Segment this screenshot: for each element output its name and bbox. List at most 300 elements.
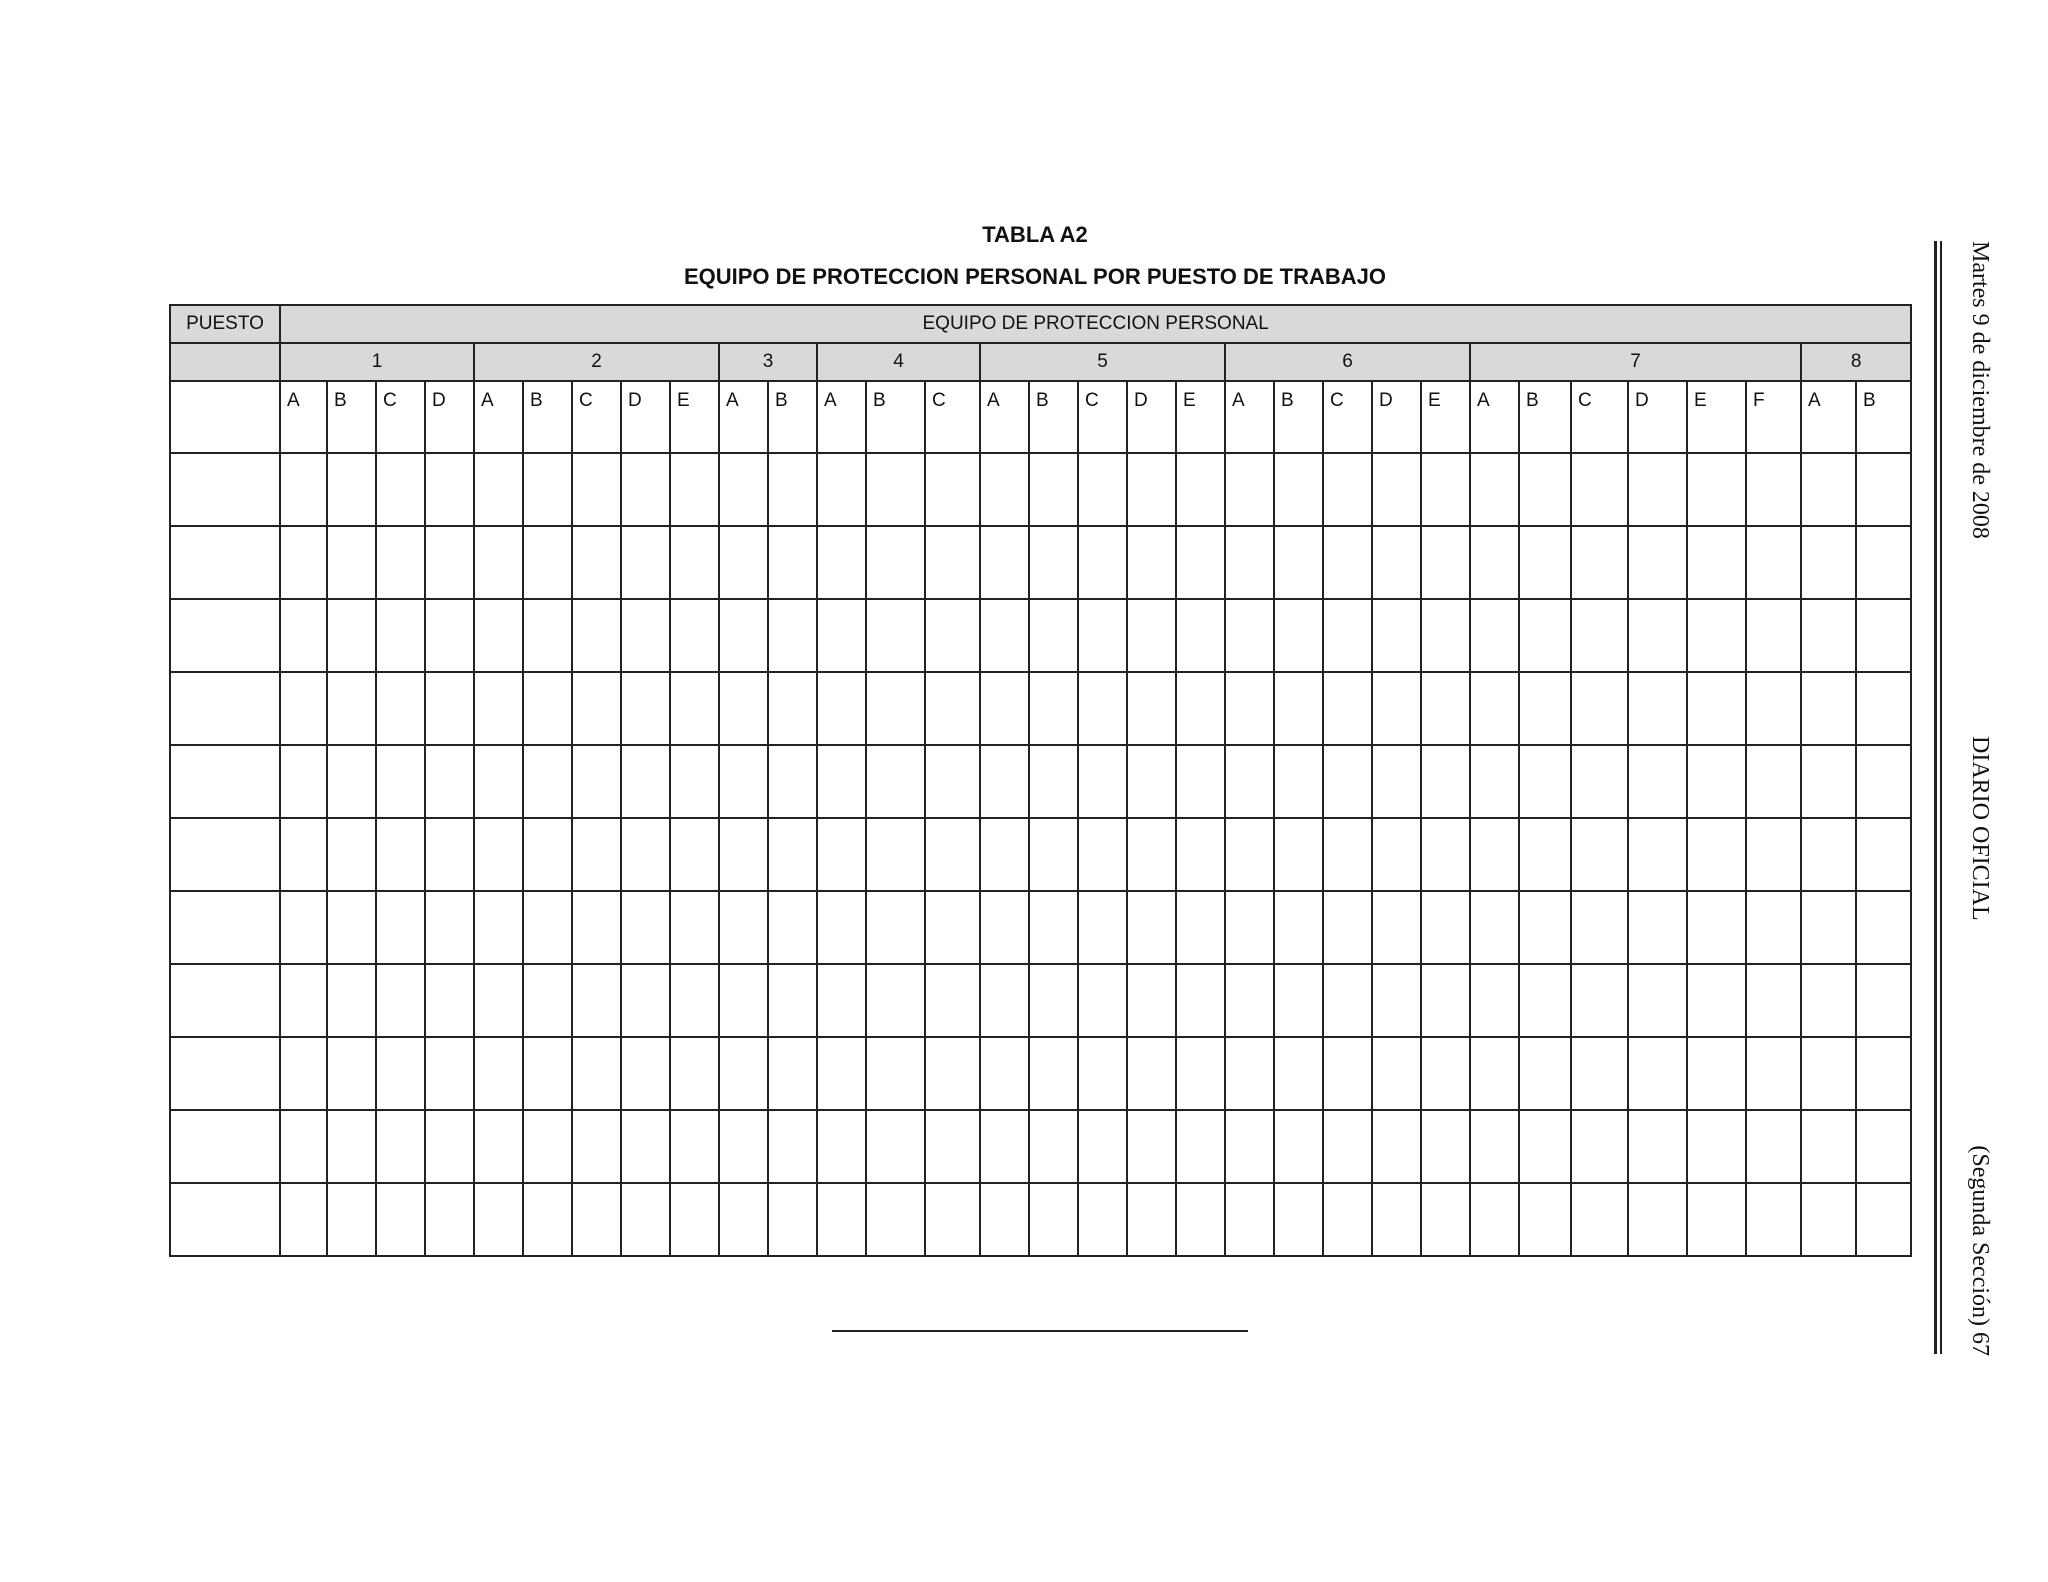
equipment-input-cell[interactable]: [523, 745, 572, 818]
equipment-input-cell[interactable]: [1801, 1183, 1856, 1256]
equipment-input-cell[interactable]: [980, 526, 1029, 599]
equipment-input-cell[interactable]: [1746, 1183, 1801, 1256]
equipment-input-cell[interactable]: [621, 818, 670, 891]
equipment-input-cell[interactable]: [1176, 818, 1225, 891]
equipment-input-cell[interactable]: [474, 526, 523, 599]
equipment-input-cell[interactable]: [866, 891, 925, 964]
equipment-input-cell[interactable]: [1470, 1037, 1519, 1110]
equipment-input-cell[interactable]: [980, 1183, 1029, 1256]
equipment-input-cell[interactable]: [1687, 453, 1746, 526]
equipment-input-cell[interactable]: [1801, 891, 1856, 964]
equipment-input-cell[interactable]: [1176, 964, 1225, 1037]
equipment-input-cell[interactable]: [425, 745, 474, 818]
equipment-input-cell[interactable]: [621, 526, 670, 599]
equipment-input-cell[interactable]: [925, 964, 980, 1037]
equipment-input-cell[interactable]: [670, 453, 719, 526]
equipment-input-cell[interactable]: [1372, 1037, 1421, 1110]
equipment-input-cell[interactable]: [1687, 526, 1746, 599]
equipment-input-cell[interactable]: [425, 1110, 474, 1183]
equipment-input-cell[interactable]: [1372, 745, 1421, 818]
equipment-input-cell[interactable]: [817, 526, 866, 599]
equipment-input-cell[interactable]: [1801, 1037, 1856, 1110]
equipment-input-cell[interactable]: [1176, 672, 1225, 745]
equipment-input-cell[interactable]: [1746, 526, 1801, 599]
equipment-input-cell[interactable]: [817, 1183, 866, 1256]
equipment-input-cell[interactable]: [1801, 1110, 1856, 1183]
equipment-input-cell[interactable]: [1801, 818, 1856, 891]
equipment-input-cell[interactable]: [1519, 891, 1571, 964]
equipment-input-cell[interactable]: [425, 526, 474, 599]
equipment-input-cell[interactable]: [1078, 891, 1127, 964]
equipment-input-cell[interactable]: [1628, 1183, 1687, 1256]
equipment-input-cell[interactable]: [280, 891, 327, 964]
equipment-input-cell[interactable]: [1372, 672, 1421, 745]
equipment-input-cell[interactable]: [925, 672, 980, 745]
equipment-input-cell[interactable]: [1571, 526, 1628, 599]
equipment-input-cell[interactable]: [1856, 526, 1911, 599]
equipment-input-cell[interactable]: [523, 964, 572, 1037]
equipment-input-cell[interactable]: [1323, 1037, 1372, 1110]
equipment-input-cell[interactable]: [866, 1183, 925, 1256]
equipment-input-cell[interactable]: [1323, 818, 1372, 891]
equipment-input-cell[interactable]: [1746, 453, 1801, 526]
equipment-input-cell[interactable]: [523, 818, 572, 891]
equipment-input-cell[interactable]: [376, 818, 425, 891]
puesto-input-cell[interactable]: [170, 599, 280, 672]
equipment-input-cell[interactable]: [1372, 964, 1421, 1037]
equipment-input-cell[interactable]: [866, 526, 925, 599]
puesto-input-cell[interactable]: [170, 964, 280, 1037]
equipment-input-cell[interactable]: [670, 526, 719, 599]
equipment-input-cell[interactable]: [1372, 1110, 1421, 1183]
equipment-input-cell[interactable]: [1176, 891, 1225, 964]
equipment-input-cell[interactable]: [768, 818, 817, 891]
equipment-input-cell[interactable]: [1225, 1183, 1274, 1256]
equipment-input-cell[interactable]: [572, 1110, 621, 1183]
equipment-input-cell[interactable]: [1470, 745, 1519, 818]
equipment-input-cell[interactable]: [1470, 818, 1519, 891]
equipment-input-cell[interactable]: [376, 672, 425, 745]
equipment-input-cell[interactable]: [1029, 745, 1078, 818]
equipment-input-cell[interactable]: [1127, 891, 1176, 964]
equipment-input-cell[interactable]: [523, 526, 572, 599]
equipment-input-cell[interactable]: [1078, 1183, 1127, 1256]
equipment-input-cell[interactable]: [980, 453, 1029, 526]
equipment-input-cell[interactable]: [474, 745, 523, 818]
equipment-input-cell[interactable]: [523, 1183, 572, 1256]
equipment-input-cell[interactable]: [1029, 964, 1078, 1037]
equipment-input-cell[interactable]: [327, 1183, 376, 1256]
equipment-input-cell[interactable]: [768, 672, 817, 745]
equipment-input-cell[interactable]: [327, 891, 376, 964]
equipment-input-cell[interactable]: [1323, 964, 1372, 1037]
equipment-input-cell[interactable]: [925, 453, 980, 526]
equipment-input-cell[interactable]: [474, 964, 523, 1037]
equipment-input-cell[interactable]: [1323, 526, 1372, 599]
equipment-input-cell[interactable]: [980, 818, 1029, 891]
equipment-input-cell[interactable]: [1078, 526, 1127, 599]
equipment-input-cell[interactable]: [621, 599, 670, 672]
equipment-input-cell[interactable]: [866, 453, 925, 526]
equipment-input-cell[interactable]: [1687, 672, 1746, 745]
equipment-input-cell[interactable]: [1078, 672, 1127, 745]
equipment-input-cell[interactable]: [1127, 1110, 1176, 1183]
equipment-input-cell[interactable]: [1519, 964, 1571, 1037]
equipment-input-cell[interactable]: [1127, 599, 1176, 672]
equipment-input-cell[interactable]: [1687, 1110, 1746, 1183]
equipment-input-cell[interactable]: [523, 672, 572, 745]
equipment-input-cell[interactable]: [1274, 891, 1323, 964]
equipment-input-cell[interactable]: [670, 745, 719, 818]
equipment-input-cell[interactable]: [376, 745, 425, 818]
equipment-input-cell[interactable]: [1519, 672, 1571, 745]
equipment-input-cell[interactable]: [1801, 745, 1856, 818]
equipment-input-cell[interactable]: [1687, 891, 1746, 964]
puesto-input-cell[interactable]: [170, 745, 280, 818]
equipment-input-cell[interactable]: [1176, 1037, 1225, 1110]
equipment-input-cell[interactable]: [1571, 964, 1628, 1037]
equipment-input-cell[interactable]: [572, 526, 621, 599]
equipment-input-cell[interactable]: [817, 891, 866, 964]
equipment-input-cell[interactable]: [1274, 1037, 1323, 1110]
equipment-input-cell[interactable]: [1323, 453, 1372, 526]
equipment-input-cell[interactable]: [1571, 599, 1628, 672]
equipment-input-cell[interactable]: [1176, 1110, 1225, 1183]
equipment-input-cell[interactable]: [1274, 745, 1323, 818]
equipment-input-cell[interactable]: [1225, 526, 1274, 599]
puesto-input-cell[interactable]: [170, 1183, 280, 1256]
equipment-input-cell[interactable]: [523, 599, 572, 672]
equipment-input-cell[interactable]: [1029, 1037, 1078, 1110]
equipment-input-cell[interactable]: [1687, 1037, 1746, 1110]
equipment-input-cell[interactable]: [1372, 818, 1421, 891]
equipment-input-cell[interactable]: [1687, 964, 1746, 1037]
puesto-input-cell[interactable]: [170, 1037, 280, 1110]
equipment-input-cell[interactable]: [768, 526, 817, 599]
equipment-input-cell[interactable]: [1746, 672, 1801, 745]
equipment-input-cell[interactable]: [621, 745, 670, 818]
equipment-input-cell[interactable]: [768, 453, 817, 526]
equipment-input-cell[interactable]: [670, 1183, 719, 1256]
equipment-input-cell[interactable]: [980, 745, 1029, 818]
equipment-input-cell[interactable]: [523, 1110, 572, 1183]
equipment-input-cell[interactable]: [474, 599, 523, 672]
equipment-input-cell[interactable]: [1225, 745, 1274, 818]
equipment-input-cell[interactable]: [1519, 526, 1571, 599]
equipment-input-cell[interactable]: [1127, 672, 1176, 745]
equipment-input-cell[interactable]: [866, 1037, 925, 1110]
equipment-input-cell[interactable]: [817, 1110, 866, 1183]
equipment-input-cell[interactable]: [376, 964, 425, 1037]
equipment-input-cell[interactable]: [1746, 818, 1801, 891]
equipment-input-cell[interactable]: [1571, 1110, 1628, 1183]
equipment-input-cell[interactable]: [817, 453, 866, 526]
equipment-input-cell[interactable]: [280, 818, 327, 891]
equipment-input-cell[interactable]: [280, 1110, 327, 1183]
equipment-input-cell[interactable]: [572, 818, 621, 891]
equipment-input-cell[interactable]: [327, 745, 376, 818]
equipment-input-cell[interactable]: [376, 1183, 425, 1256]
equipment-input-cell[interactable]: [1274, 672, 1323, 745]
equipment-input-cell[interactable]: [523, 891, 572, 964]
equipment-input-cell[interactable]: [1029, 672, 1078, 745]
equipment-input-cell[interactable]: [1470, 1183, 1519, 1256]
equipment-input-cell[interactable]: [425, 599, 474, 672]
equipment-input-cell[interactable]: [1470, 599, 1519, 672]
equipment-input-cell[interactable]: [621, 964, 670, 1037]
equipment-input-cell[interactable]: [1519, 1110, 1571, 1183]
equipment-input-cell[interactable]: [1470, 453, 1519, 526]
equipment-input-cell[interactable]: [621, 891, 670, 964]
equipment-input-cell[interactable]: [1421, 672, 1470, 745]
equipment-input-cell[interactable]: [327, 599, 376, 672]
equipment-input-cell[interactable]: [572, 1037, 621, 1110]
equipment-input-cell[interactable]: [572, 891, 621, 964]
equipment-input-cell[interactable]: [1746, 891, 1801, 964]
equipment-input-cell[interactable]: [1274, 526, 1323, 599]
equipment-input-cell[interactable]: [572, 964, 621, 1037]
equipment-input-cell[interactable]: [523, 453, 572, 526]
equipment-input-cell[interactable]: [280, 1037, 327, 1110]
equipment-input-cell[interactable]: [817, 964, 866, 1037]
equipment-input-cell[interactable]: [572, 745, 621, 818]
equipment-input-cell[interactable]: [719, 1110, 768, 1183]
equipment-input-cell[interactable]: [1687, 818, 1746, 891]
equipment-input-cell[interactable]: [1274, 599, 1323, 672]
equipment-input-cell[interactable]: [1856, 672, 1911, 745]
equipment-input-cell[interactable]: [1628, 599, 1687, 672]
equipment-input-cell[interactable]: [425, 453, 474, 526]
equipment-input-cell[interactable]: [719, 818, 768, 891]
equipment-input-cell[interactable]: [1856, 964, 1911, 1037]
equipment-input-cell[interactable]: [1519, 599, 1571, 672]
equipment-input-cell[interactable]: [1421, 1183, 1470, 1256]
equipment-input-cell[interactable]: [1029, 453, 1078, 526]
equipment-input-cell[interactable]: [474, 1037, 523, 1110]
equipment-input-cell[interactable]: [1323, 599, 1372, 672]
equipment-input-cell[interactable]: [280, 964, 327, 1037]
equipment-input-cell[interactable]: [1225, 964, 1274, 1037]
equipment-input-cell[interactable]: [1078, 599, 1127, 672]
equipment-input-cell[interactable]: [817, 818, 866, 891]
equipment-input-cell[interactable]: [670, 1110, 719, 1183]
equipment-input-cell[interactable]: [1176, 526, 1225, 599]
equipment-input-cell[interactable]: [1029, 891, 1078, 964]
equipment-input-cell[interactable]: [1628, 1037, 1687, 1110]
equipment-input-cell[interactable]: [1421, 745, 1470, 818]
equipment-input-cell[interactable]: [474, 818, 523, 891]
equipment-input-cell[interactable]: [1571, 745, 1628, 818]
equipment-input-cell[interactable]: [1372, 599, 1421, 672]
equipment-input-cell[interactable]: [925, 818, 980, 891]
equipment-input-cell[interactable]: [1687, 745, 1746, 818]
equipment-input-cell[interactable]: [1078, 1110, 1127, 1183]
equipment-input-cell[interactable]: [1470, 672, 1519, 745]
equipment-input-cell[interactable]: [572, 453, 621, 526]
equipment-input-cell[interactable]: [925, 745, 980, 818]
equipment-input-cell[interactable]: [572, 599, 621, 672]
equipment-input-cell[interactable]: [980, 599, 1029, 672]
equipment-input-cell[interactable]: [719, 1183, 768, 1256]
equipment-input-cell[interactable]: [327, 1037, 376, 1110]
equipment-input-cell[interactable]: [1225, 453, 1274, 526]
equipment-input-cell[interactable]: [327, 818, 376, 891]
equipment-input-cell[interactable]: [1856, 453, 1911, 526]
equipment-input-cell[interactable]: [866, 599, 925, 672]
equipment-input-cell[interactable]: [327, 1110, 376, 1183]
equipment-input-cell[interactable]: [719, 891, 768, 964]
equipment-input-cell[interactable]: [425, 1037, 474, 1110]
equipment-input-cell[interactable]: [425, 964, 474, 1037]
equipment-input-cell[interactable]: [1421, 1110, 1470, 1183]
equipment-input-cell[interactable]: [376, 1037, 425, 1110]
equipment-input-cell[interactable]: [280, 672, 327, 745]
equipment-input-cell[interactable]: [376, 526, 425, 599]
equipment-input-cell[interactable]: [768, 745, 817, 818]
equipment-input-cell[interactable]: [1225, 599, 1274, 672]
equipment-input-cell[interactable]: [1029, 599, 1078, 672]
equipment-input-cell[interactable]: [1323, 891, 1372, 964]
equipment-input-cell[interactable]: [1372, 1183, 1421, 1256]
equipment-input-cell[interactable]: [719, 526, 768, 599]
equipment-input-cell[interactable]: [1746, 1037, 1801, 1110]
equipment-input-cell[interactable]: [925, 891, 980, 964]
equipment-input-cell[interactable]: [1127, 526, 1176, 599]
equipment-input-cell[interactable]: [280, 526, 327, 599]
equipment-input-cell[interactable]: [1687, 1183, 1746, 1256]
equipment-input-cell[interactable]: [670, 964, 719, 1037]
equipment-input-cell[interactable]: [925, 1037, 980, 1110]
equipment-input-cell[interactable]: [670, 891, 719, 964]
equipment-input-cell[interactable]: [1029, 526, 1078, 599]
equipment-input-cell[interactable]: [1225, 818, 1274, 891]
puesto-input-cell[interactable]: [170, 526, 280, 599]
equipment-input-cell[interactable]: [474, 672, 523, 745]
equipment-input-cell[interactable]: [719, 964, 768, 1037]
equipment-input-cell[interactable]: [1856, 1183, 1911, 1256]
equipment-input-cell[interactable]: [980, 1037, 1029, 1110]
equipment-input-cell[interactable]: [1519, 453, 1571, 526]
equipment-input-cell[interactable]: [768, 1037, 817, 1110]
equipment-input-cell[interactable]: [1571, 1183, 1628, 1256]
equipment-input-cell[interactable]: [1127, 1037, 1176, 1110]
equipment-input-cell[interactable]: [1421, 526, 1470, 599]
equipment-input-cell[interactable]: [1323, 1110, 1372, 1183]
equipment-input-cell[interactable]: [621, 1110, 670, 1183]
equipment-input-cell[interactable]: [327, 453, 376, 526]
equipment-input-cell[interactable]: [719, 745, 768, 818]
equipment-input-cell[interactable]: [280, 453, 327, 526]
equipment-input-cell[interactable]: [1323, 745, 1372, 818]
equipment-input-cell[interactable]: [1746, 599, 1801, 672]
equipment-input-cell[interactable]: [1571, 891, 1628, 964]
equipment-input-cell[interactable]: [980, 1110, 1029, 1183]
equipment-input-cell[interactable]: [621, 453, 670, 526]
puesto-input-cell[interactable]: [170, 1110, 280, 1183]
equipment-input-cell[interactable]: [1127, 453, 1176, 526]
equipment-input-cell[interactable]: [670, 599, 719, 672]
equipment-input-cell[interactable]: [327, 672, 376, 745]
equipment-input-cell[interactable]: [670, 818, 719, 891]
equipment-input-cell[interactable]: [280, 599, 327, 672]
equipment-input-cell[interactable]: [327, 526, 376, 599]
equipment-input-cell[interactable]: [1571, 453, 1628, 526]
equipment-input-cell[interactable]: [1519, 1037, 1571, 1110]
equipment-input-cell[interactable]: [1571, 1037, 1628, 1110]
equipment-input-cell[interactable]: [1571, 818, 1628, 891]
equipment-input-cell[interactable]: [1372, 526, 1421, 599]
equipment-input-cell[interactable]: [1470, 526, 1519, 599]
equipment-input-cell[interactable]: [1519, 1183, 1571, 1256]
equipment-input-cell[interactable]: [1856, 891, 1911, 964]
equipment-input-cell[interactable]: [1628, 672, 1687, 745]
equipment-input-cell[interactable]: [1470, 891, 1519, 964]
equipment-input-cell[interactable]: [425, 672, 474, 745]
equipment-input-cell[interactable]: [1856, 599, 1911, 672]
equipment-input-cell[interactable]: [866, 964, 925, 1037]
equipment-input-cell[interactable]: [280, 1183, 327, 1256]
equipment-input-cell[interactable]: [925, 599, 980, 672]
equipment-input-cell[interactable]: [1628, 453, 1687, 526]
equipment-input-cell[interactable]: [1801, 964, 1856, 1037]
equipment-input-cell[interactable]: [925, 1183, 980, 1256]
equipment-input-cell[interactable]: [925, 526, 980, 599]
equipment-input-cell[interactable]: [572, 1183, 621, 1256]
equipment-input-cell[interactable]: [1628, 526, 1687, 599]
equipment-input-cell[interactable]: [1323, 1183, 1372, 1256]
equipment-input-cell[interactable]: [1801, 526, 1856, 599]
equipment-input-cell[interactable]: [1801, 599, 1856, 672]
equipment-input-cell[interactable]: [1421, 1037, 1470, 1110]
puesto-input-cell[interactable]: [170, 891, 280, 964]
equipment-input-cell[interactable]: [866, 1110, 925, 1183]
equipment-input-cell[interactable]: [719, 672, 768, 745]
equipment-input-cell[interactable]: [925, 1110, 980, 1183]
equipment-input-cell[interactable]: [1421, 964, 1470, 1037]
equipment-input-cell[interactable]: [1176, 1183, 1225, 1256]
equipment-input-cell[interactable]: [1746, 1110, 1801, 1183]
equipment-input-cell[interactable]: [1628, 745, 1687, 818]
equipment-input-cell[interactable]: [1029, 1110, 1078, 1183]
equipment-input-cell[interactable]: [1856, 1110, 1911, 1183]
equipment-input-cell[interactable]: [474, 1183, 523, 1256]
equipment-input-cell[interactable]: [768, 964, 817, 1037]
equipment-input-cell[interactable]: [768, 1183, 817, 1256]
equipment-input-cell[interactable]: [523, 1037, 572, 1110]
equipment-input-cell[interactable]: [621, 1183, 670, 1256]
equipment-input-cell[interactable]: [1176, 453, 1225, 526]
equipment-input-cell[interactable]: [1274, 1110, 1323, 1183]
equipment-input-cell[interactable]: [1372, 891, 1421, 964]
equipment-input-cell[interactable]: [1029, 1183, 1078, 1256]
equipment-input-cell[interactable]: [670, 1037, 719, 1110]
equipment-input-cell[interactable]: [1176, 745, 1225, 818]
equipment-input-cell[interactable]: [474, 891, 523, 964]
equipment-input-cell[interactable]: [980, 891, 1029, 964]
equipment-input-cell[interactable]: [670, 672, 719, 745]
equipment-input-cell[interactable]: [1078, 964, 1127, 1037]
equipment-input-cell[interactable]: [1372, 453, 1421, 526]
equipment-input-cell[interactable]: [621, 672, 670, 745]
equipment-input-cell[interactable]: [1078, 1037, 1127, 1110]
equipment-input-cell[interactable]: [621, 1037, 670, 1110]
equipment-input-cell[interactable]: [1421, 599, 1470, 672]
equipment-input-cell[interactable]: [280, 745, 327, 818]
equipment-input-cell[interactable]: [1421, 891, 1470, 964]
equipment-input-cell[interactable]: [1127, 1183, 1176, 1256]
equipment-input-cell[interactable]: [1225, 1037, 1274, 1110]
equipment-input-cell[interactable]: [474, 1110, 523, 1183]
